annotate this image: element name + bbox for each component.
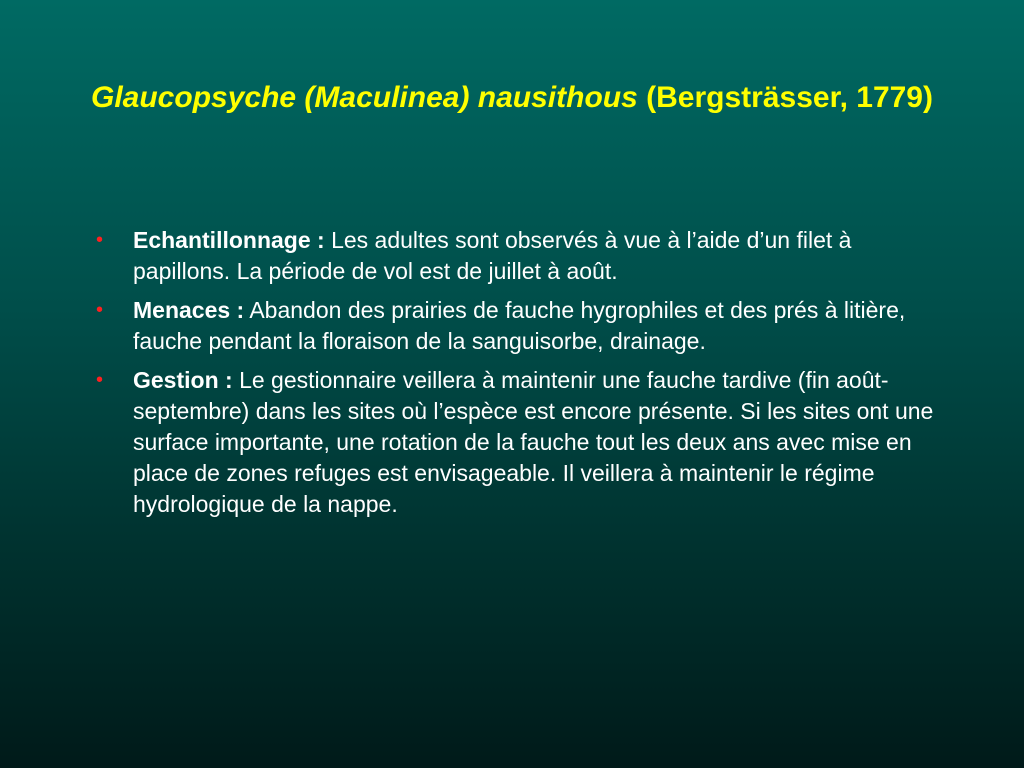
- bullet-marker: •: [96, 369, 104, 391]
- bullet-echantillonnage: [96, 225, 936, 287]
- bullet-label: Echantillonnage :: [133, 227, 325, 253]
- bullet-text: Abandon des prairies de fauche hygrophiles et des prés à litière, fauche pendant la floraison de la sanguisorbe, drainage.: [133, 297, 906, 354]
- slide-title: [0, 78, 1024, 118]
- bullet-marker: •: [96, 229, 104, 251]
- bullet-label: Gestion :: [133, 367, 233, 393]
- bullet-label: Menaces :: [133, 297, 245, 323]
- bullet-gestion: [96, 365, 936, 520]
- species-name: Glaucopsyche (Maculinea) nausithous: [91, 81, 638, 114]
- bullet-marker: •: [96, 299, 104, 321]
- bullet-list: [96, 225, 936, 528]
- bullet-text: Le gestionnaire veillera à maintenir une fauche tardive (fin août-septembre) dans les sites où l’espèce est encore présente. Si les sites ont une surface importante, une rotation de la fauche tout les deux ans avec mise en place de zones refuges est envisageable. Il veillera à maintenir le régime hydrologique de la nappe.: [133, 367, 934, 517]
- species-authority: (Bergsträsser, 1779): [646, 81, 933, 114]
- bullet-menaces: [96, 295, 936, 357]
- bullet-text: Les adultes sont observés à vue à l’aide d’un filet à papillons. La période de vol est de juillet à août.: [133, 227, 852, 284]
